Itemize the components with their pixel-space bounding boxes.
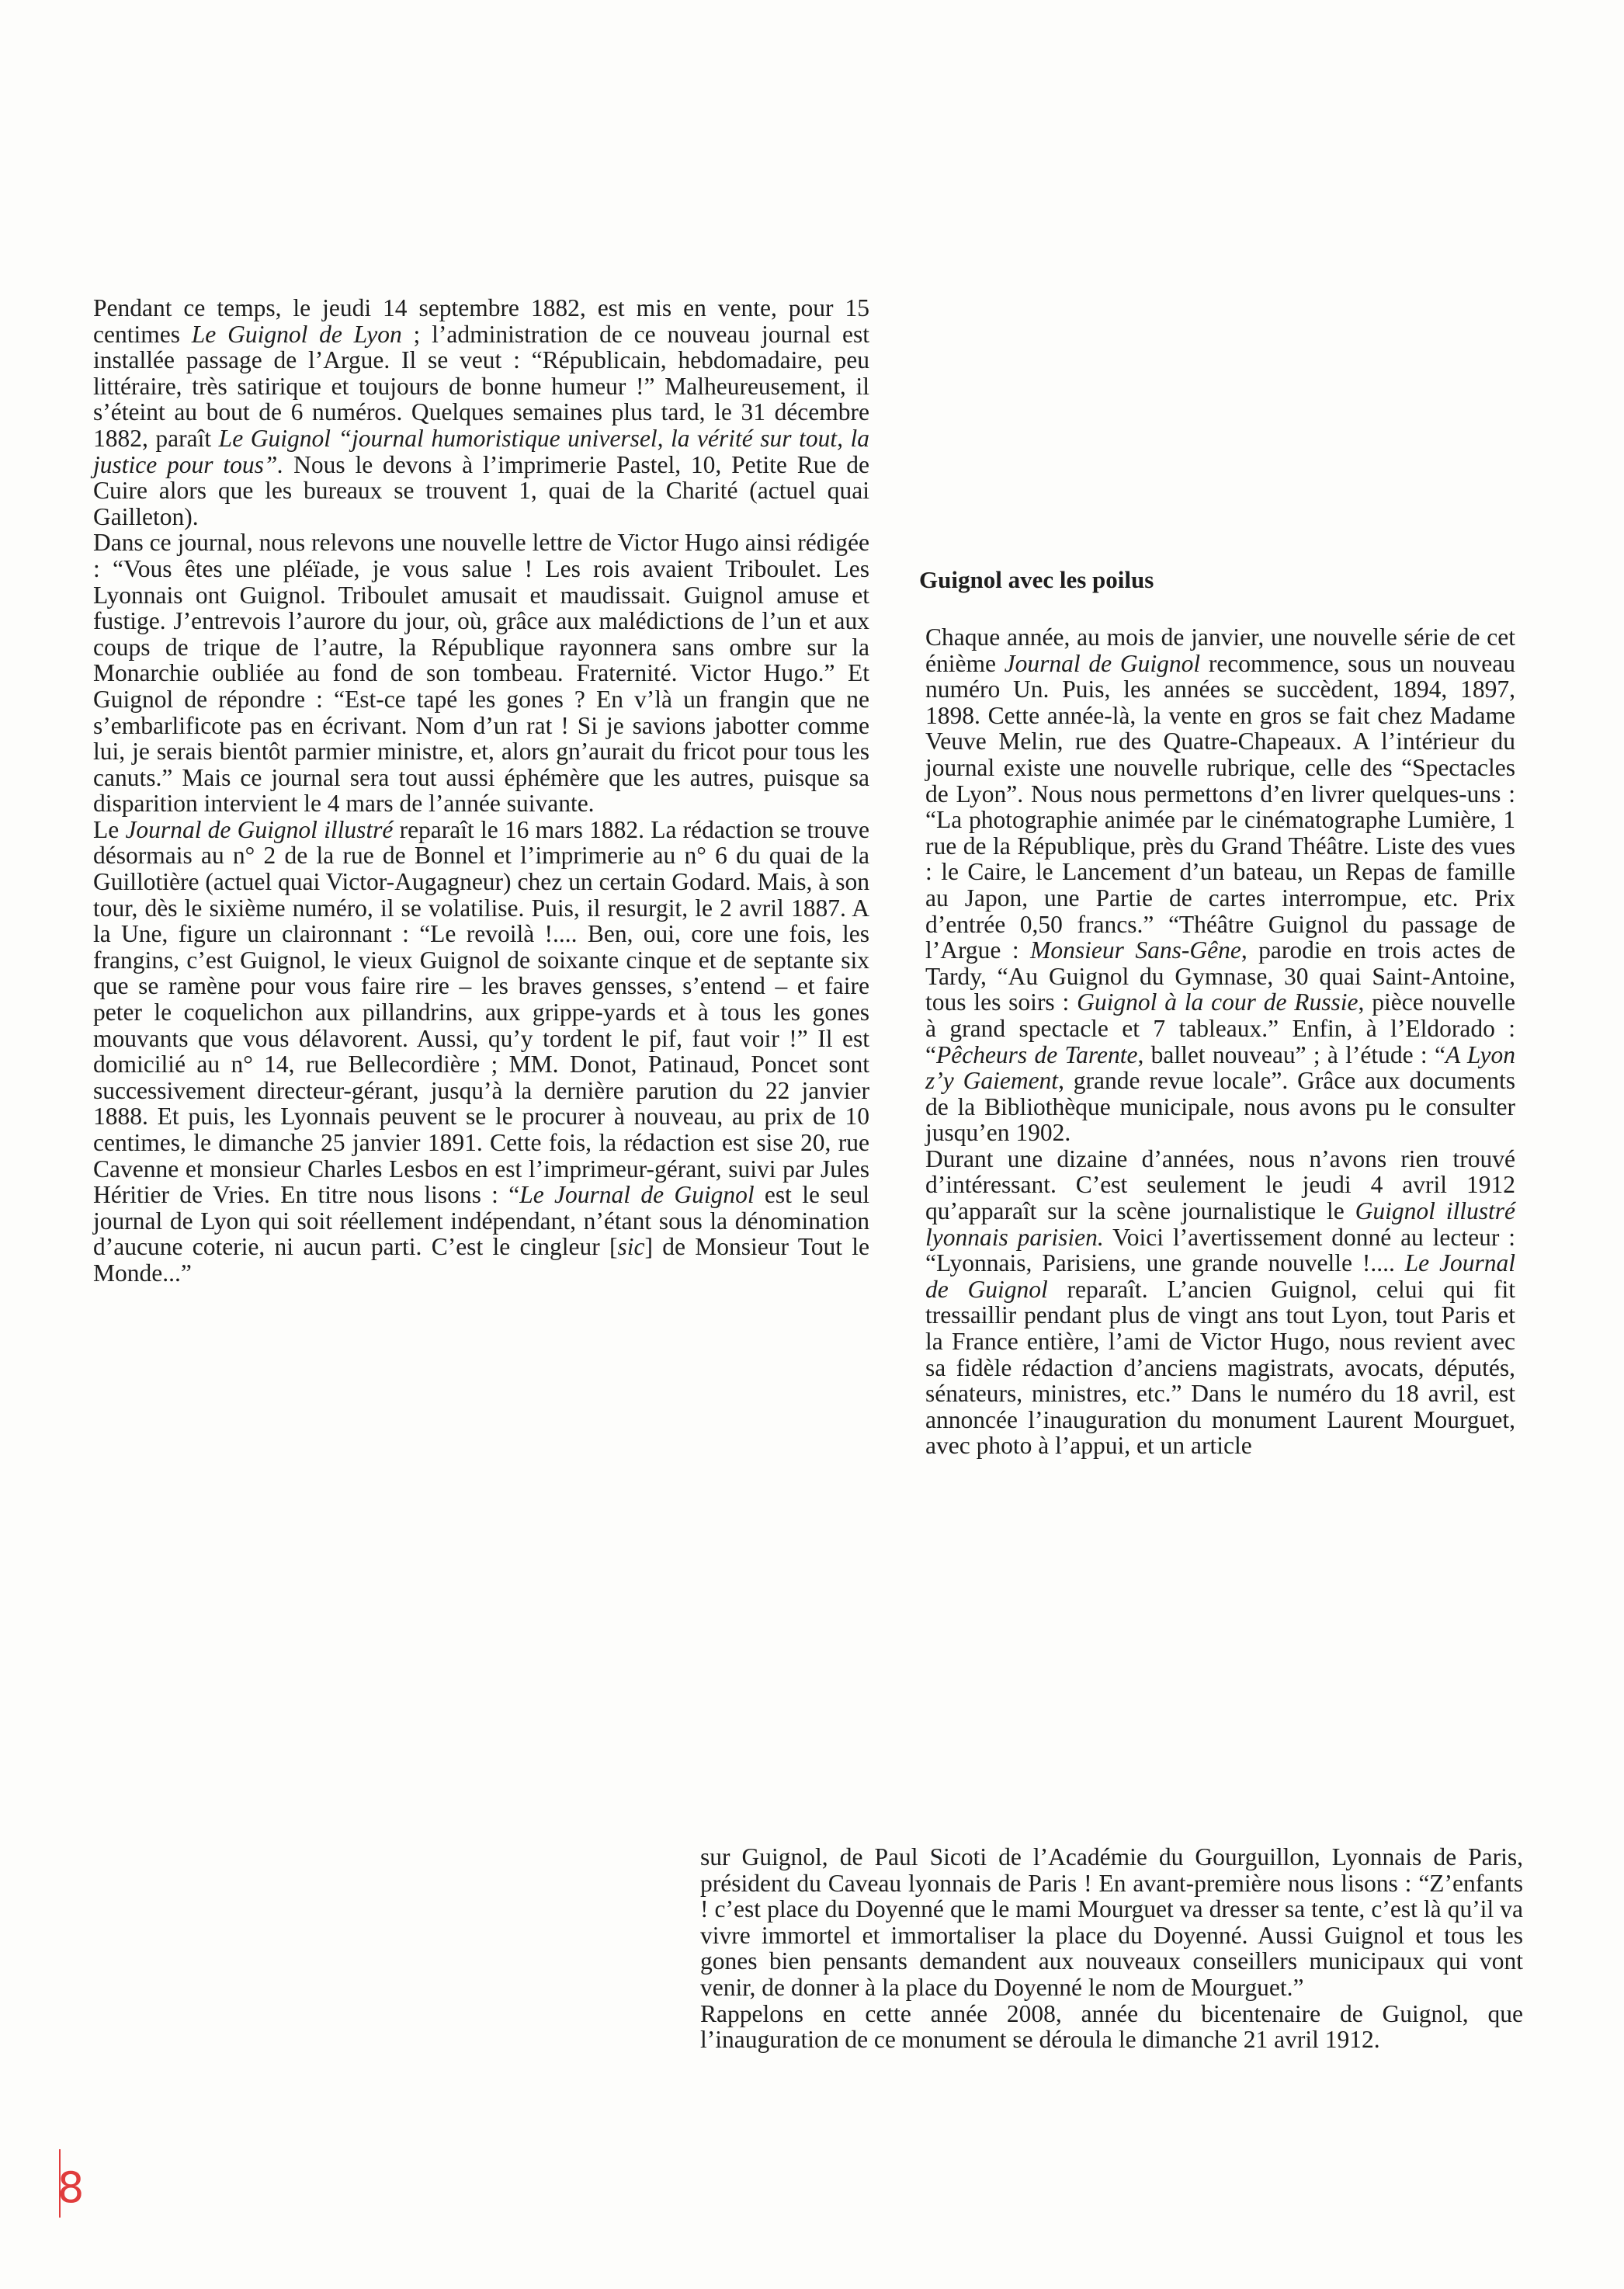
paragraph: Chaque année, au mois de janvier, une nouvelle série de cet énième Journal de Guignol recommence, sous un nouveau numéro Un. Puis, les années se succèdent, 1894, 1897, 1898. Cette année-là, la vente en gros se fait chez Madame Veuve Melin, rue des Quatre-Chapeaux. A l’intérieur du journal existe une nouvelle rubrique, celle des “Spectacles de Lyon”. Nous nous permettons d’en livrer quelques-uns : “La photographie animée par le cinématographe Lumière, 1 rue de la République, près du Grand Théâtre. Liste des vues : le Caire, le Lancement d’un bateau, un Repas de famille au Japon, une Partie de cartes interrompue, etc. Prix d’entrée 0,50 francs.” “Théâtre Guignol du passage de l’Argue : Monsieur Sans-Gêne, parodie en trois actes de Tardy, “Au Guignol du Gymnase, 30 quai Saint-Antoine, tous les soirs : Guignol à la cour de Russie, pièce nouvelle à grand spectacle et 7 tableaux.” Enfin, à l’Eldorado : “Pêcheurs de Tarente, ballet nouveau” ; à l’étude : “A Lyon z’y Gaiement, grande revue locale”. Grâce aux documents de la Bibliothèque municipale, nous avons pu le consulter jusqu’en 1902.	[925, 623, 1515, 1147]
paragraph: Le Journal de Guignol illustré reparaît le 16 mars 1882. La rédaction se trouve désormais au n° 2 de la rue de Bonnel et l’imprimerie au n° 6 du quai de la Guillotière (actuel quai Victor-Augagneur) chez un certain Godard. Mais, à son tour, dès le sixième numéro, il se volatilise. Puis, il resurgit, le 2 avril 1887. A la Une, figure un claironnant : “Le revoilà !.... Ben, oui, core une fois, les frangins, c’est Guignol, le vieux Guignol de soixante cinque et de septante six que se ramène pour vous faire rire – les braves gensses, s’entend – et faire peter le coquelichon aux pillandrins, aux grippe-yards et à tous les gones mouvants que vous délavorent. Aussi, qu’y tordent le pif, faut voir !” Il est domicilié au n° 14, rue Bellecordière ; MM. Donot, Patinaud, Poncet sont successivement directeur-gérant, jusqu’à la dernière parution du 22 janvier 1888. Et puis, les Lyonnais peuvent se le procurer à nouveau, au prix de 10 centimes, le dimanche 25 janvier 1891. Cette fois, la rédaction est sise 20, rue Cavenne et monsieur Charles Lesbos en est l’imprimeur-gérant, suivi par Jules Héritier de Vries. En titre nous lisons : “Le Journal de Guignol est le seul journal de Lyon qui soit réellement indépendant, n’étant sous la dénomination d’aucune coterie, ni aucun parti. C’est le cingleur [sic] de Monsieur Tout le Monde...”	[93, 815, 870, 1287]
right-column	[925, 624, 1515, 1459]
paragraph: Rappelons en cette année 2008, année du bicentenaire de Guignol, que l’inauguration de ce monument se déroula le dimanche 21 avril 1912.	[700, 1999, 1523, 2054]
bottom-text-block	[700, 1844, 1523, 2053]
page-number: 8	[57, 2163, 85, 2212]
left-column	[93, 295, 869, 1287]
section-heading: Guignol avec les poilus	[919, 566, 1154, 593]
paragraph: Durant une dizaine d’années, nous n’avons rien trouvé d’intéressant. C’est seulement le jeudi 4 avril 1912 qu’apparaît sur la scène journalistique le Guignol illustré lyonnais parisien. Voici l’avertissement donné au lecteur : “Lyonnais, Parisiens, une grande nouvelle !.... Le Journal de Guignol reparaît. L’ancien Guignol, celui qui fit tressaillir pendant plus de vingt ans tout Lyon, tout Paris et la France entière, l’ami de Victor Hugo, nous revient avec sa fidèle rédaction d’anciens magistrats, avocats, députés, sénateurs, ministres, etc.” Dans le numéro du 18 avril, est annoncée l’inauguration du monument Laurent Mourguet, avec photo à l’appui, et un article	[925, 1144, 1516, 1460]
paragraph: Dans ce journal, nous relevons une nouvelle lettre de Victor Hugo ainsi rédigée : “Vous êtes une pléïade, je vous salue ! Les rois avaient Triboulet. Les Lyonnais ont Guignol. Triboulet amusait et maudissait. Guignol amuse et fustige. J’entrevois l’aurore du jour, où, grâce aux malédictions de l’un et aux coups de trique de l’autre, la République rayonnera sans ombre sur la Monarchie oubliée au fond de son tombeau. Fraternité. Victor Hugo.” Et Guignol de répondre : “Est-ce tapé les gones ? En v’là un frangin que ne s’embarlificote pas en écrivant. Nom d’un rat ! Si je savions jabotter comme lui, je serais bientôt parmier ministre, et, alors gn’aurait du fricot pour tous les canuts.” Mais ce journal sera tout aussi éphémère que les autres, puisque sa disparition intervient le 4 mars de l’année suivante.	[93, 529, 869, 818]
paragraph: sur Guignol, de Paul Sicoti de l’Académie du Gourguillon, Lyonnais de Paris, président du Caveau lyonnais de Paris ! En avant-première nous lisons : “Z’enfants ! c’est place du Doyenné que le mami Mourguet va dresser sa tente, c’est là qu’il va vivre immortel et immortaliser la place du Doyenné. Aussi Guignol et tous les gones bien pensants demandent aux nouveaux conseillers municipaux qui vont venir, de donner à la place du Doyenné le nom de Mourguet.”	[700, 1843, 1523, 2001]
paragraph: Pendant ce temps, le jeudi 14 septembre 1882, est mis en vente, pour 15 centimes Le Guignol de Lyon ; l’administration de ce nouveau journal est installée passage de l’Argue. Il se veut : “Républicain, hebdomadaire, peu littéraire, très satirique et toujours de bonne humeur !” Malheureusement, il s’éteint au bout de 6 numéros. Quelques semaines plus tard, le 31 décembre 1882, paraît Le Guignol “journal humoristique universel, la vérité sur tout, la justice pour tous”. Nous le devons à l’imprimerie Pastel, 10, Petite Rue de Cuire alors que les bureaux se trouvent 1, quai de la Charité (actuel quai Gailleton).	[93, 294, 870, 530]
